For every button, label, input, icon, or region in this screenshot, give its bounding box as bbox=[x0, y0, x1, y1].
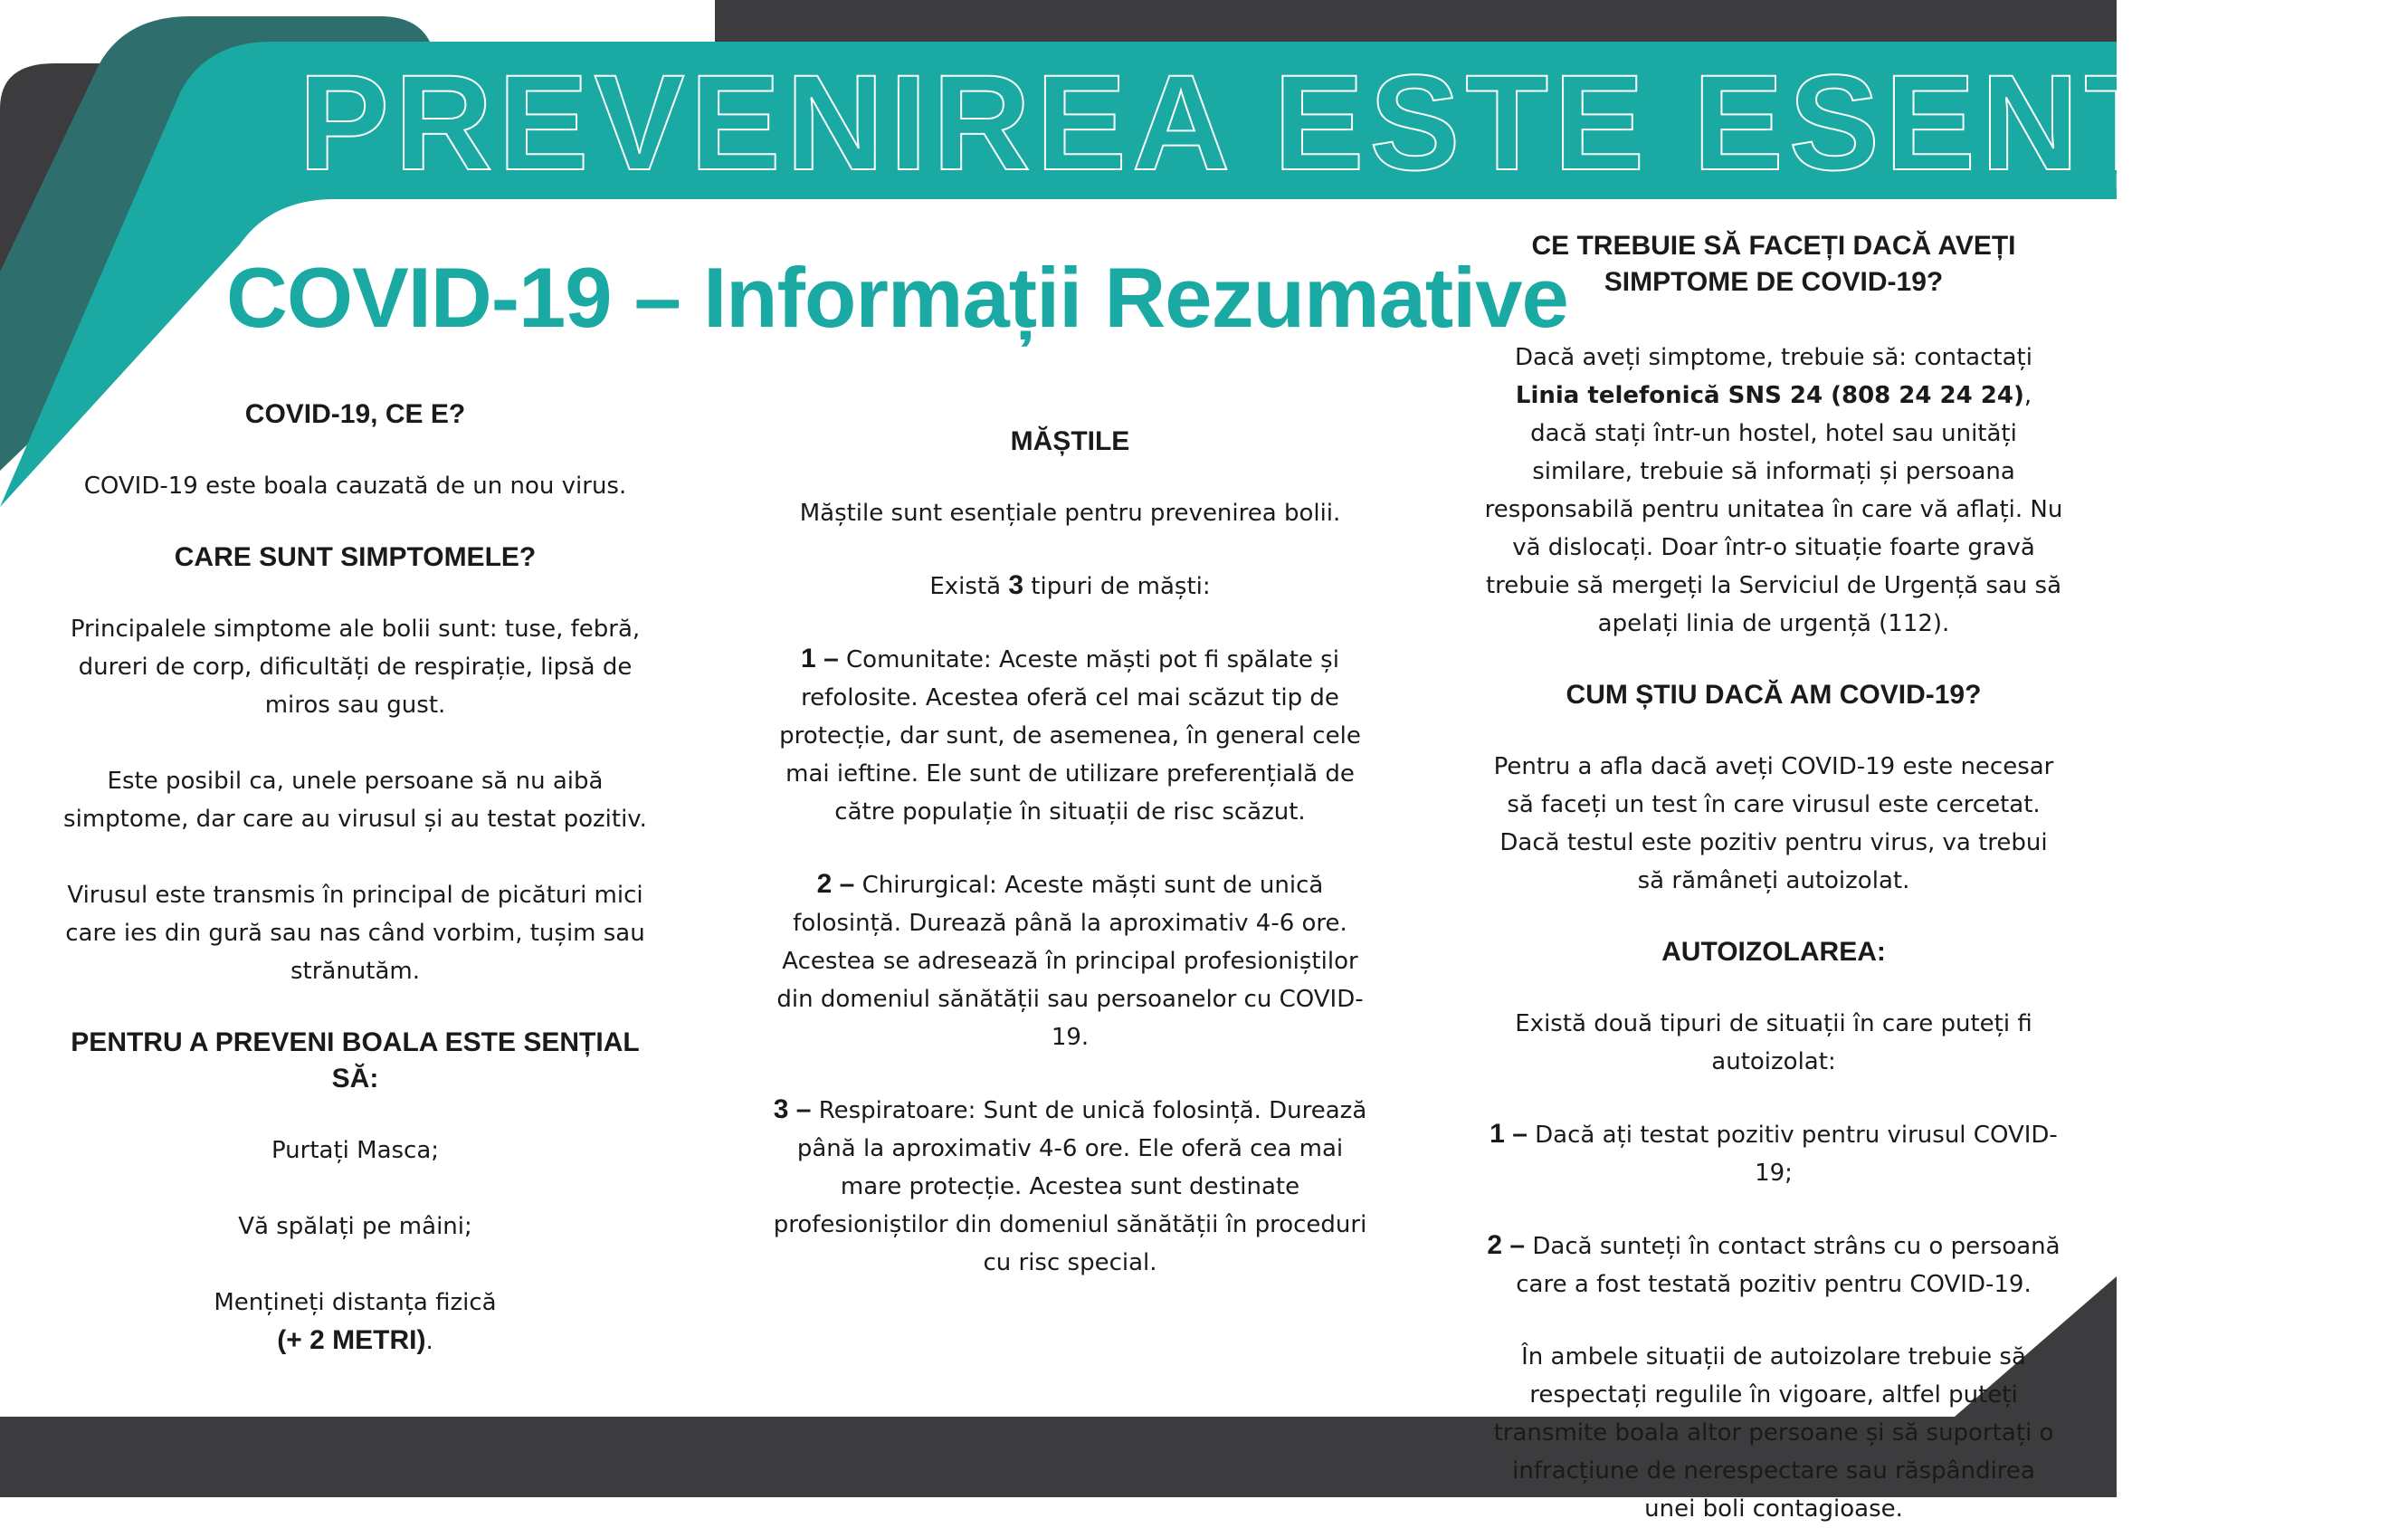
prevention-item-wash-hands: Vă spălați pe mâini; bbox=[238, 1213, 472, 1240]
isolation-case-number: 1 – bbox=[1490, 1119, 1528, 1149]
paragraph-definition: COVID-19 este boala cauzată de un nou virus. bbox=[83, 473, 627, 500]
distance-period: . bbox=[425, 1328, 433, 1355]
mask-type-respirator bbox=[769, 1091, 1371, 1282]
heading-self-isolation: AUTOIZOLAREA: bbox=[1661, 937, 1886, 967]
right-column bbox=[1484, 228, 2063, 1528]
isolation-case-number: 2 – bbox=[1487, 1230, 1526, 1260]
heading-masks: MĂȘTILE bbox=[1010, 426, 1130, 456]
banner-outline-text: PREVENIREA ESTE ESENȚIAL bbox=[299, 46, 2408, 198]
isolation-case-contact bbox=[1484, 1227, 2063, 1304]
mask-types-count: 3 bbox=[1008, 570, 1024, 600]
heading-prevention: PENTRU A PREVENI BOALA ESTE SENȚIAL SĂ: bbox=[71, 1027, 640, 1093]
heading-what-is: COVID-19, CE E? bbox=[244, 399, 466, 429]
paragraph-masks-essential: Măștile sunt esențiale pentru prevenirea bolii. bbox=[799, 500, 1341, 527]
top-dark-bar bbox=[715, 0, 2117, 42]
mask-types-suffix: tipuri de măști: bbox=[1031, 573, 1211, 600]
paragraph-isolation-types: Există două tipuri de situații în care puteți fi autoizolat: bbox=[1515, 1010, 2032, 1075]
heading-how-to-know: CUM ȘTIU DACĂ AM COVID-19? bbox=[1566, 680, 1982, 710]
mask-type-description: Comunitate: Aceste măști pot fi spălate și refolosite. Acestea oferă cel mai scăzut tip de protecție, dar sunt, de asemenea, în general cele mai ieftine. Ele sunt de utilizare preferențială de către populație în situații de risc scăzut. bbox=[779, 646, 1361, 826]
isolation-case-text: Dacă sunteți în contact strâns cu o persoană care a fost testată pozitiv pentru COVID-19. bbox=[1516, 1233, 2061, 1298]
middle-column bbox=[769, 424, 1371, 1282]
distance-value: (+ 2 METRI) bbox=[277, 1325, 426, 1355]
mask-type-community bbox=[769, 640, 1371, 831]
paragraph-symptoms: Principalele simptome ale bolii sunt: tuse, febră, dureri de corp, dificultăți de respirație, lipsă de miros sau gust. bbox=[70, 616, 641, 719]
paragraph-isolation-rules: În ambele situații de autoizolare trebuie să respectați regulile în vigoare, altfel puteți transmite boala altor persoane și să suportați o infracțiune de nerespectare sau răspândirea unei boli contagioase. bbox=[1493, 1343, 2054, 1523]
mask-type-surgical bbox=[769, 865, 1371, 1056]
mask-types-prefix: Există bbox=[929, 573, 1002, 600]
mask-type-number: 3 – bbox=[773, 1094, 812, 1124]
mask-type-number: 1 – bbox=[801, 644, 839, 673]
left-column bbox=[54, 396, 656, 1361]
page-title: COVID-19 – Informații Rezumative bbox=[226, 250, 1568, 345]
paragraph-transmission: Virusul este transmis în principal de picături mici care ies din gură sau nas când vorbim, tușim sau strănutăm. bbox=[65, 882, 645, 985]
paragraph-testing: Pentru a afla dacă aveți COVID-19 este necesar să faceți un test în care virusul este cercetat. Dacă testul este pozitiv pentru virus, va trebui să rămâneți autoizolat. bbox=[1493, 753, 2054, 894]
heading-symptoms: CARE SUNT SIMPTOMELE? bbox=[174, 542, 537, 572]
mask-type-description: Respiratoare: Sunt de unică folosință. Durează până la aproximativ 4-6 ore. Ele oferă cea mai mare protecție. Acestea sunt destinate profesioniștilor din domeniul sănătății în proceduri cu risc special. bbox=[773, 1097, 1367, 1276]
paragraph-mask-types bbox=[769, 567, 1371, 606]
mask-type-description: Chirurgical: Aceste măști sunt de unică folosință. Durează până la aproximativ 4-6 ore. Acestea se adresează în principal profesioniștilor din domeniul sănătății sau persoanelor cu COVID-19. bbox=[776, 872, 1364, 1051]
prevention-item-mask: Purtați Masca; bbox=[271, 1137, 440, 1164]
distance-text: Mențineți distanța fizică bbox=[214, 1289, 497, 1316]
prevention-item-distance bbox=[54, 1284, 656, 1361]
isolation-case-text: Dacă ați testat pozitiv pentru virusul COVID-19; bbox=[1535, 1122, 2058, 1187]
paragraph-what-to-do bbox=[1484, 339, 2063, 643]
mask-type-number: 2 – bbox=[816, 869, 855, 899]
hotline-number: Linia telefonică SNS 24 (808 24 24 24) bbox=[1515, 382, 2024, 409]
what-to-do-intro: Dacă aveți simptome, trebuie să: contactați bbox=[1515, 344, 2032, 371]
isolation-case-positive bbox=[1484, 1115, 2063, 1192]
what-to-do-rest: , dacă stați într-un hostel, hotel sau unități similare, trebuie să informați și persoana responsabilă pentru unitatea în care vă aflați. Nu vă dislocați. Doar într-o situație foarte gravă trebuie să mergeți la Serviciul de Urgență sau să apelați linia de urgență (112). bbox=[1484, 382, 2063, 637]
paragraph-asymptomatic: Este posibil ca, unele persoane să nu aibă simptome, dar care au virusul și au testat pozitiv. bbox=[63, 768, 647, 833]
heading-what-to-do: CE TREBUIE SĂ FACEȚI DACĂ AVEȚI SIMPTOME DE COVID-19? bbox=[1531, 231, 2016, 297]
